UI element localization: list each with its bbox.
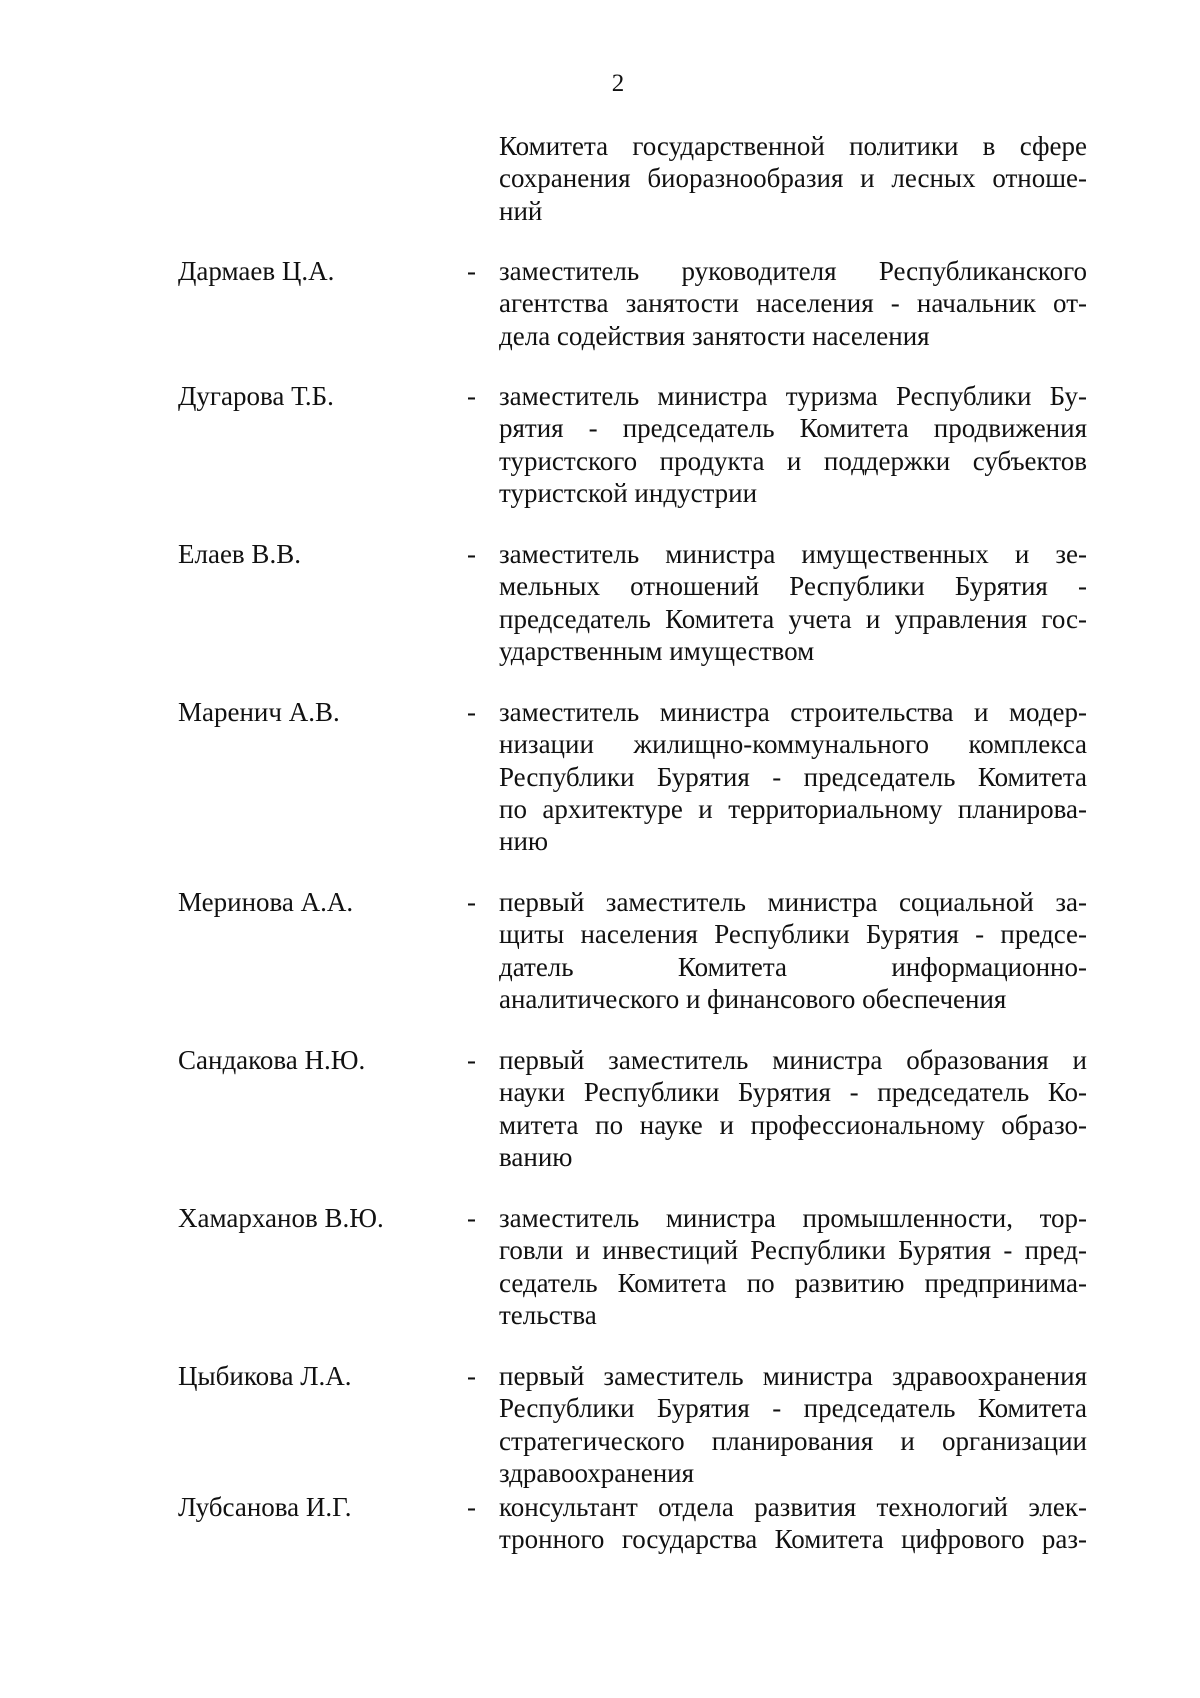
desc-line: заместитель министра строительства и модер- <box>499 697 1087 727</box>
desc-line: седатель Комитета по развитию предпринима- <box>499 1267 1087 1298</box>
desc-line: датель Комитета информационно- <box>499 951 1087 982</box>
desc-line: говли и инвестиций Республики Бурятия - пред- <box>499 1235 1087 1266</box>
dash-separator: - <box>467 1045 476 1075</box>
desc-line: митета по науке и профессиональному образо- <box>499 1109 1087 1140</box>
desc-line: по архитектуре и территориальному планирова- <box>499 793 1087 824</box>
desc-line: первый заместитель министра социальной за- <box>499 887 1087 917</box>
desc-line: стратегического планирования и организации <box>499 1425 1087 1456</box>
desc-line: консультант отдела развития технологий элек- <box>499 1492 1087 1522</box>
position-description <box>499 696 1087 857</box>
desc-line: мельных отношений Республики Бурятия - <box>499 571 1087 602</box>
desc-line: Республики Бурятия - председатель Комитета <box>499 1393 1087 1424</box>
desc-line: туристского продукта и поддержки субъектов <box>499 445 1087 476</box>
dash-separator: - <box>467 1361 476 1391</box>
desc-line: здравоохранения <box>499 1457 695 1488</box>
desc-line: первый заместитель министра образования и <box>499 1045 1087 1075</box>
position-description <box>499 1044 1087 1173</box>
desc-line: агентства занятости населения - начальник от- <box>499 288 1087 319</box>
person-name: Маренич А.В. <box>178 697 340 727</box>
position-description <box>499 255 1087 352</box>
desc-line: низации жилищно-коммунального комплекса <box>499 729 1087 760</box>
dash-separator: - <box>467 256 476 286</box>
dash-separator: - <box>467 697 476 727</box>
desc-line: заместитель министра туризма Республики Бу- <box>499 381 1087 411</box>
desc-line: заместитель министра имущественных и зе- <box>499 539 1087 569</box>
dash-separator: - <box>467 1203 476 1233</box>
desc-line: аналитического и финансового обеспечения <box>499 983 1007 1014</box>
desc-line: науки Республики Бурятия - председатель Ко- <box>499 1077 1087 1108</box>
dash-separator: - <box>467 887 476 917</box>
desc-line: сохранения биоразнообразия и лесных отноше- <box>499 163 1087 194</box>
dash-separator: - <box>467 539 476 569</box>
person-name: Дармаев Ц.А. <box>178 256 335 286</box>
desc-line: щиты населения Республики Бурятия - предсе- <box>499 919 1087 950</box>
person-name: Лубсанова И.Г. <box>178 1492 352 1522</box>
person-name: Сандакова Н.Ю. <box>178 1045 366 1075</box>
desc-line: ний <box>499 195 543 226</box>
desc-line: ванию <box>499 1141 573 1172</box>
desc-line: нию <box>499 826 549 857</box>
desc-line: туристской индустрии <box>499 477 758 508</box>
position-description <box>499 1202 1087 1331</box>
dash-separator: - <box>467 1492 476 1522</box>
position-description <box>499 1491 1087 1556</box>
dash-separator: - <box>467 381 476 411</box>
desc-line: тельства <box>499 1299 597 1330</box>
person-name: Хамарханов В.Ю. <box>178 1203 384 1233</box>
person-name: Дугарова Т.Б. <box>178 381 334 411</box>
person-name: Меринова А.А. <box>178 887 354 917</box>
position-description <box>499 538 1087 667</box>
page-number: 2 <box>611 70 625 97</box>
desc-line: председатель Комитета учета и управления гос- <box>499 603 1087 634</box>
desc-line: заместитель руководителя Республиканского <box>499 256 1087 286</box>
person-name: Елаев В.В. <box>178 539 301 569</box>
desc-line: дела содействия занятости населения <box>499 320 930 351</box>
continuation-text <box>499 130 1087 227</box>
position-description <box>499 380 1087 509</box>
position-description <box>499 886 1087 1015</box>
person-name: Цыбикова Л.А. <box>178 1361 352 1391</box>
position-description <box>499 1360 1087 1489</box>
desc-line: тронного государства Комитета цифрового раз- <box>499 1524 1087 1555</box>
desc-line: Республики Бурятия - председатель Комитета <box>499 761 1087 792</box>
desc-line: заместитель министра промышленности, тор- <box>499 1203 1087 1233</box>
desc-line: рятия - председатель Комитета продвижения <box>499 413 1087 444</box>
desc-line: первый заместитель министра здравоохранения <box>499 1361 1087 1391</box>
desc-line: ударственным имуществом <box>499 635 815 666</box>
desc-line: Комитета государственной политики в сфере <box>499 131 1087 161</box>
